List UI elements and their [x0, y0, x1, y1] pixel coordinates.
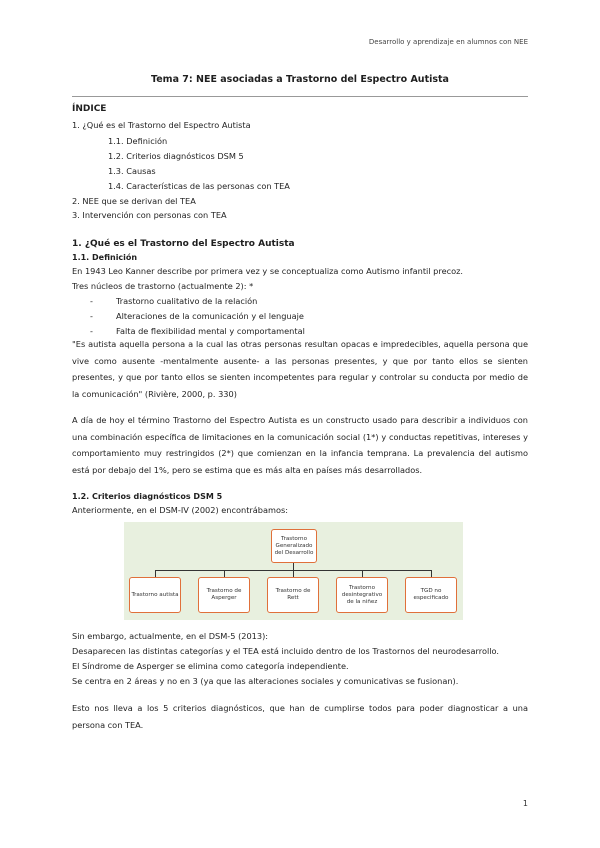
- connector-line: [293, 570, 294, 577]
- index-item: 1.1. Definición: [108, 136, 168, 146]
- document-title: Tema 7: NEE asociadas a Trastorno del Espectro Autista: [151, 74, 449, 85]
- dsm5-line: Desaparecen las distintas categorías y el TEA está incluido dentro de los Trastornos del neurodesarrollo.: [72, 646, 499, 656]
- diagram-leaf-box: Trastorno de Rett: [267, 577, 319, 613]
- connector-line: [431, 570, 432, 577]
- index-item: 1.4. Características de las personas con TEA: [108, 181, 290, 191]
- dsm5-line: El Síndrome de Asperger se elimina como categoría independiente.: [72, 661, 349, 671]
- diagram-leaf-box: TGD no especificado: [405, 577, 457, 613]
- intro-text: En 1943 Leo Kanner describe por primera vez y se conceptualiza como Autismo infantil precoz.: [72, 266, 464, 276]
- dsm5-line: Se centra en 2 áreas y no en 3 (ya que las alteraciones sociales y comunicativas se fusionan).: [72, 676, 459, 686]
- connector-line: [224, 570, 225, 577]
- diagram-leaf-box: Trastorno de Asperger: [198, 577, 250, 613]
- section-1-2-heading: 1.2. Criterios diagnósticos DSM 5: [72, 492, 223, 501]
- criteria-paragraph: Esto nos lleva a los 5 criterios diagnósticos, que han de cumplirse todos para poder diagnosticar a una persona con TEA.: [72, 703, 528, 730]
- dsm4-diagram: [124, 522, 463, 620]
- index-item: 1.3. Causas: [108, 166, 156, 176]
- bullet-item: - Falta de flexibilidad mental y comportamental: [90, 326, 305, 336]
- section-1-heading: 1. ¿Qué es el Trastorno del Espectro Autista: [72, 239, 295, 249]
- section-1-1-heading: 1.1. Definición: [72, 253, 138, 262]
- diagram-root-box: Trastorno Generalizado del Desarrollo: [271, 529, 317, 563]
- dsm4-intro: Anteriormente, en el DSM-IV (2002) encontrábamos:: [72, 505, 289, 515]
- definition-paragraph: A día de hoy el término Trastorno del Espectro Autista es un constructo usado para describir a individuos con una combinación específica de limitaciones en la comunicación social (1*) y conductas repetitivas, intereses y comportamiento muy restringidos (2*) que comienzan en la infancia temprana. La prevalencia del autismo está por debajo del 1%, pero se estima que es más alta en países más desarrollados.: [72, 415, 528, 475]
- diagram-leaf-box: Trastorno autista: [129, 577, 181, 613]
- page-number: 1: [522, 799, 528, 808]
- rivere-quote: "Es autista aquella persona a la cual las otras personas resultan opacas e impredecibles, aquella persona que vive como ausente -mentalmente ausente- a las personas presentes, y que por tanto ellos se sienten presentes, y que por tanto ellos se sienten incompetentes para regular y controlar su conducta por medio de la comunicación" (Rivière, 2000, p. 330): [72, 339, 528, 399]
- bullet-item: - Trastorno cualitativo de la relación: [90, 296, 258, 306]
- title-divider: [72, 96, 528, 97]
- index-item: 1. ¿Qué es el Trastorno del Espectro Autista: [72, 120, 251, 130]
- running-header: Desarrollo y aprendizaje en alumnos con NEE: [368, 38, 528, 46]
- diagram-leaf-box: Trastorno desintegrativo de la niñez: [336, 577, 388, 613]
- index-item: 1.2. Criterios diagnósticos DSM 5: [108, 151, 244, 161]
- index-item: 2. NEE que se derivan del TEA: [72, 196, 196, 206]
- bullet-item: - Alteraciones de la comunicación y el lenguaje: [90, 311, 304, 321]
- index-item: 3. Intervención con personas con TEA: [72, 210, 227, 220]
- connector-line: [362, 570, 363, 577]
- dsm5-line: Sin embargo, actualmente, en el DSM-5 (2013):: [72, 631, 269, 641]
- connector-line: [155, 570, 156, 577]
- connector-line: [293, 563, 294, 570]
- nuclei-label: Tres núcleos de trastorno (actualmente 2): *: [72, 281, 254, 291]
- index-heading: ÍNDICE: [72, 104, 107, 114]
